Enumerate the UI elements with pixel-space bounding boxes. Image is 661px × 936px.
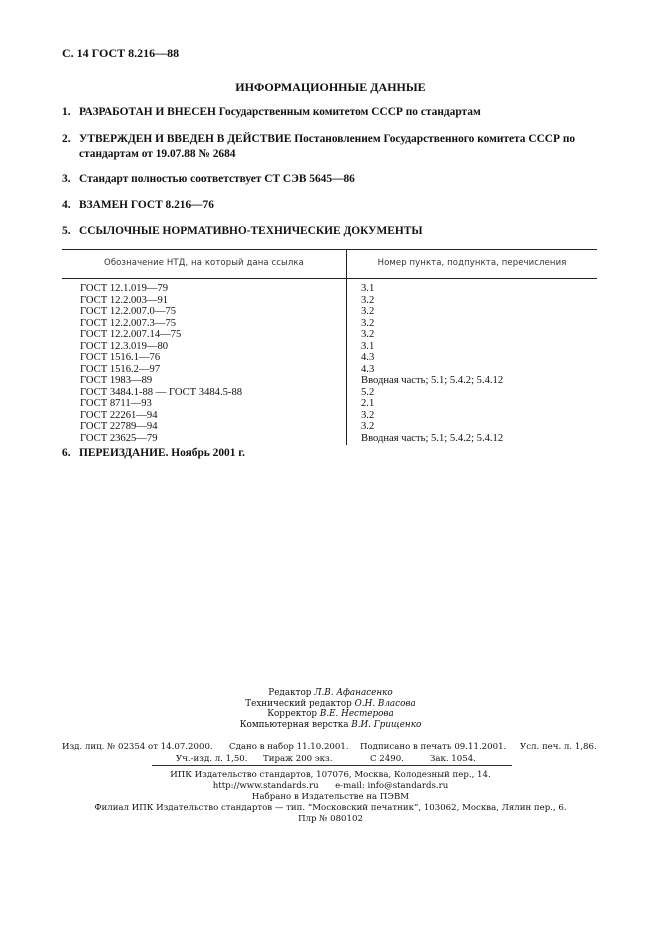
table-row (62, 329, 597, 341)
footer-license: Плр № 080102 (298, 814, 363, 824)
reference-documents-table (62, 249, 597, 445)
item-number: 5. (62, 225, 71, 237)
cell-clause: Вводная часть; 5.1; 5.4.2; 5.4.12 (347, 375, 598, 387)
cell-clause: 3.1 (347, 341, 598, 353)
item-text: УТВЕРЖДЕН И ВВЕДЕН В ДЕЙСТВИЕ Постановлением Государственного комитета СССР по (79, 133, 576, 145)
layout-label: Компьютерная верстка (239, 719, 349, 730)
table-row (62, 318, 597, 330)
column-header-clause: Номер пункта, подпункта, перечисления (347, 250, 598, 279)
publication-signed: Подписано в печать 09.11.2001. (360, 742, 507, 752)
cell-clause: 3.2 (347, 318, 598, 330)
layout-name: В.И. Грищенко (351, 719, 422, 730)
cell-document: ГОСТ 12.2.007.14—75 (80, 329, 182, 340)
item-text: ВЗАМЕН ГОСТ 8.216—76 (79, 199, 214, 211)
cell-clause: 5.2 (347, 387, 598, 399)
tech-editor-name: О.Н. Власова (354, 698, 416, 709)
table-header-row (62, 250, 597, 279)
table-row (62, 279, 597, 295)
cell-clause: 3.2 (347, 306, 598, 318)
list-item (62, 105, 622, 120)
table-row (62, 398, 597, 410)
corrector-label: Корректор (267, 709, 318, 719)
table-row (62, 387, 597, 399)
publication-order: Зак. 1054. (430, 754, 476, 764)
table-row (62, 375, 597, 387)
page-title: ИНФОРМАЦИОННЫЕ ДАННЫЕ (235, 80, 426, 94)
cell-clause: Вводная часть; 5.1; 5.4.2; 5.4.12 (347, 433, 598, 446)
list-item (62, 132, 622, 162)
item-number: 6. (62, 447, 71, 459)
cell-document: ГОСТ 12.2.003—91 (80, 294, 169, 306)
cell-document: ГОСТ 1516.2—97 (80, 363, 161, 375)
list-item (62, 224, 622, 239)
cell-clause: 2.1 (347, 398, 598, 410)
cell-clause: 3.2 (347, 329, 598, 341)
cell-document: ГОСТ 22261—94 (80, 409, 158, 421)
cell-document: ГОСТ 12.2.007.0—75 (80, 306, 177, 317)
footer-email: e-mail: info@standards.ru (335, 781, 449, 791)
item-text: ПЕРЕИЗДАНИЕ. Ноябрь 2001 г. (79, 447, 246, 459)
cell-clause: 4.3 (347, 352, 598, 364)
cell-clause: 3.2 (347, 410, 598, 422)
cell-clause: 3.2 (347, 295, 598, 307)
list-item (62, 446, 622, 461)
table-body (62, 279, 597, 446)
credits-block (0, 688, 661, 730)
publication-circulation: Тираж 200 экз. (263, 754, 333, 764)
cell-document: ГОСТ 12.3.019—80 (80, 340, 169, 352)
cell-document: ГОСТ 3484.1-88 — ГОСТ 3484.5-88 (80, 386, 243, 398)
item-number: 2. (62, 133, 71, 145)
layout-line (0, 720, 661, 731)
cell-document: ГОСТ 12.1.019—79 (80, 283, 169, 294)
table-row (62, 295, 597, 307)
publication-license: Изд. лиц. № 02354 от 14.07.2000. (62, 742, 213, 752)
cell-document: ГОСТ 22789—94 (80, 421, 158, 432)
tech-editor-label: Технический редактор (245, 698, 352, 709)
item-text: ССЫЛОЧНЫЕ НОРМАТИВНО-ТЕХНИЧЕСКИЕ ДОКУМЕНТЫ (79, 225, 423, 237)
column-header-document: Обозначение НТД, на который дана ссылка (62, 250, 347, 279)
table-row (62, 433, 597, 446)
cell-clause: 3.1 (347, 279, 598, 295)
corrector-name: В.Е. Нестерова (319, 709, 394, 719)
cell-clause: 4.3 (347, 364, 598, 376)
editor-label: Редактор (268, 688, 312, 698)
item-number: 3. (62, 173, 71, 185)
footer (0, 770, 661, 825)
footer-contacts (0, 781, 661, 792)
table-row (62, 410, 597, 422)
table-row (62, 364, 597, 376)
item-text: РАЗРАБОТАН И ВНЕСЕН Государственным комитетом СССР по стандартам (79, 106, 481, 118)
table-row (62, 352, 597, 364)
footer-typeset-note: Набрано в Издательстве на ПЭВМ (251, 792, 410, 802)
corrector-line (0, 709, 661, 720)
publication-print-sheets: Усл. печ. л. 1,86. (520, 742, 597, 752)
tech-editor-line (0, 699, 661, 710)
publication-pub-sheets: Уч.-изд. л. 1,50. (176, 754, 248, 764)
cell-document: ГОСТ 23625—79 (80, 432, 158, 444)
cell-document: ГОСТ 12.2.007.3—75 (80, 317, 177, 329)
table-row (62, 341, 597, 353)
cell-clause: 3.2 (347, 421, 598, 433)
item-text: Стандарт полностью соответствует СТ СЭВ 5645—86 (79, 173, 355, 185)
item-number: 1. (62, 106, 71, 118)
item-text-continuation: стандартам от 19.07.88 № 2684 (79, 148, 236, 160)
editor-line (0, 688, 661, 699)
footer-web: http://www.standards.ru (212, 781, 319, 791)
page-header: С. 14 ГОСТ 8.216—88 (62, 46, 180, 60)
divider (152, 765, 512, 766)
footer-printer: Филиал ИПК Издательство стандартов — тип. “Московский печатник”, 103062, Москва, Лялин пер., 6. (94, 803, 567, 813)
item-number: 4. (62, 199, 71, 211)
list-item (62, 198, 622, 213)
cell-document: ГОСТ 1516.1—76 (80, 352, 161, 363)
cell-document: ГОСТ 8711—93 (80, 398, 152, 409)
cell-document: ГОСТ 1983—89 (80, 375, 153, 386)
publication-typeset: Сдано в набор 11.10.2001. (229, 742, 349, 752)
table-row (62, 306, 597, 318)
editor-name: Л.В. Афанасенко (314, 688, 393, 698)
footer-publisher: ИПК Издательство стандартов, 107076, Москва, Колодезный пер., 14. (170, 770, 491, 780)
list-item (62, 172, 622, 187)
table-row (62, 421, 597, 433)
publication-order-c: С 2490. (370, 754, 404, 764)
